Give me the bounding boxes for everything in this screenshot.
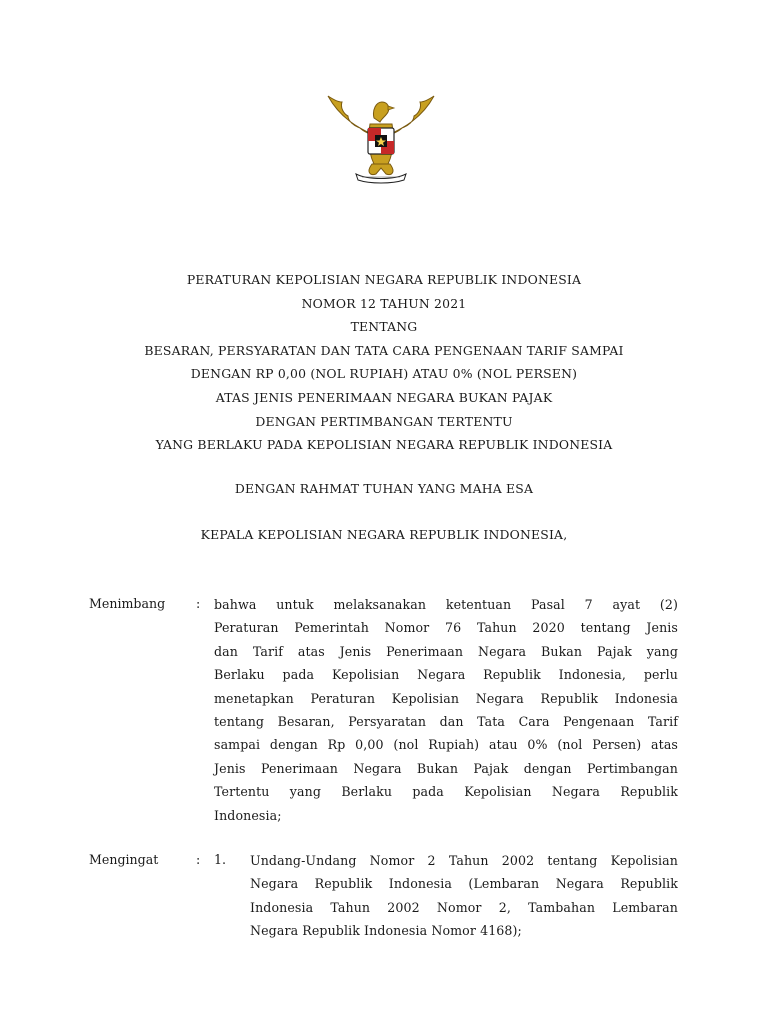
text-line: Indonesia Tahun 2002 Nomor 2, Tambahan Lembaran [250,899,678,915]
menimbang-text [214,593,678,827]
title-line: NOMOR 12 TAHUN 2021 [301,295,467,311]
menimbang-label: Menimbang [89,596,166,611]
garuda-emblem-icon [318,88,444,188]
text-line: Tertentu yang Berlaku pada Kepolisian Negara Republik [214,784,678,800]
text-line: Berlaku pada Kepolisian Negara Republik Indonesia, perlu [214,667,678,683]
text-line: Negara Republik Indonesia Nomor 4168); [250,923,522,939]
text-line: bahwa untuk melaksanakan ketentuan Pasal 7 ayat (2) [214,597,678,612]
text-line: Negara Republik Indonesia (Lembaran Negara Republik [250,876,678,892]
title-line: YANG BERLAKU PADA KEPOLISIAN NEGARA REPUBLIK INDONESIA [155,437,613,453]
mengingat-label: Mengingat [89,852,159,867]
title-line: TENTANG [350,319,418,335]
text-line: Undang-Undang Nomor 2 Tahun 2002 tentang Kepolisian [250,853,678,868]
text-line: Jenis Penerimaan Negara Bukan Pajak dengan Pertimbangan [214,760,678,776]
mengingat-item-text [250,849,678,943]
text-line: menetapkan Peraturan Kepolisian Negara Republik Indonesia [214,690,678,706]
title-line: DENGAN PERTIMBANGAN TERTENTU [255,413,513,429]
text-line: Peraturan Pemerintah Nomor 76 Tahun 2020 tentang Jenis [214,620,678,636]
text-line: Indonesia; [214,807,282,823]
text-line: tentang Besaran, Persyaratan dan Tata Cara Pengenaan Tarif [214,714,678,730]
text-line: dan Tarif atas Jenis Penerimaan Negara Bukan Pajak yang [214,643,678,659]
invocation: DENGAN RAHMAT TUHAN YANG MAHA ESA [234,481,534,496]
title-line: BESARAN, PERSYARATAN DAN TATA CARA PENGENAAN TARIF SAMPAI [144,342,624,358]
item-number: 1. [214,852,227,867]
title-line: ATAS JENIS PENERIMAAN NEGARA BUKAN PAJAK [215,389,553,405]
regulation-title [40,268,728,457]
authority-line: KEPALA KEPOLISIAN NEGARA REPUBLIK INDONESIA, [200,527,568,542]
mengingat-colon: : [196,852,201,867]
menimbang-colon: : [196,596,201,611]
title-line: DENGAN RP 0,00 (NOL RUPIAH) ATAU 0% (NOL PERSEN) [190,366,578,382]
text-line: sampai dengan Rp 0,00 (nol Rupiah) atau 0% (nol Persen) atas [214,737,678,753]
title-line: PERATURAN KEPOLISIAN NEGARA REPUBLIK INDONESIA [186,272,582,287]
